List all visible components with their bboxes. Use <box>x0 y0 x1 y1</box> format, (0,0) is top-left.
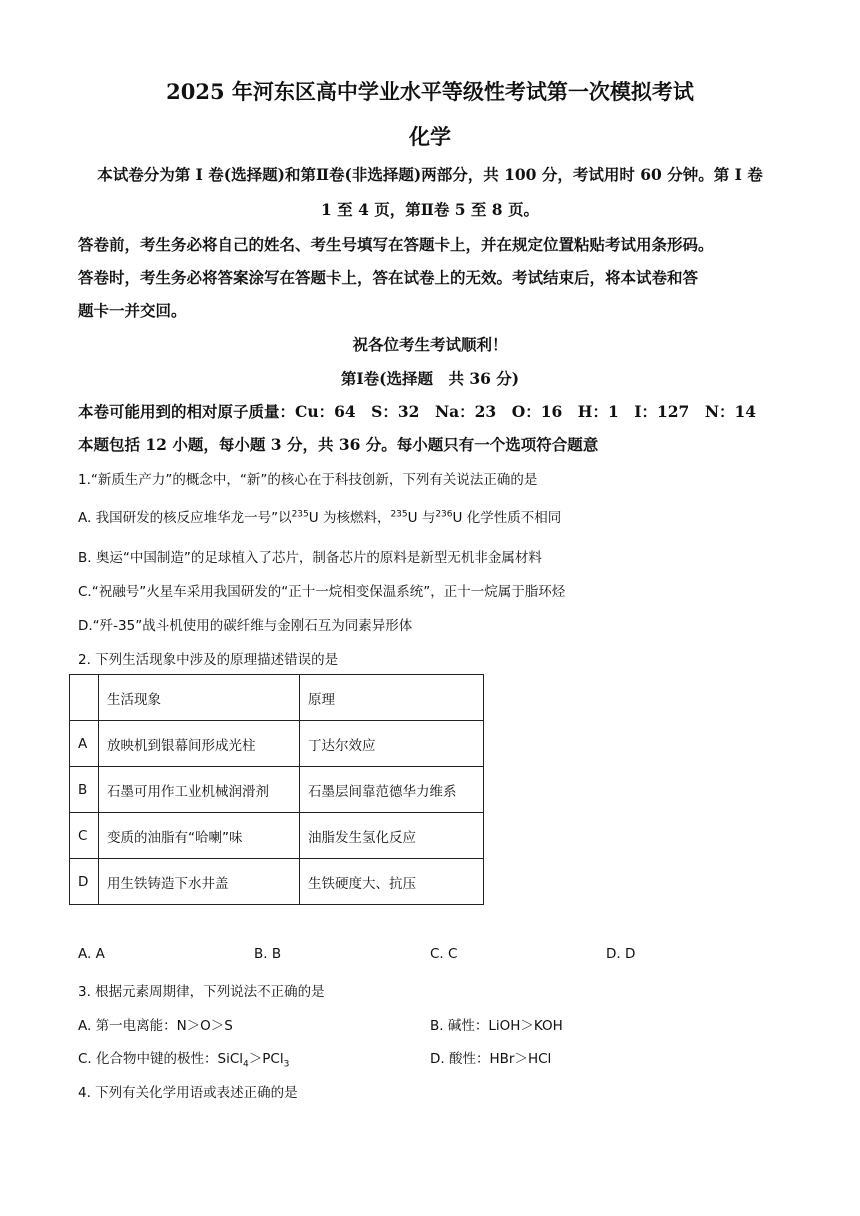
q1-option-a <box>78 506 561 526</box>
table-row <box>70 721 484 767</box>
q1-option-b: B. 奥运“中国制造”的足球植入了芯片，制备芯片的原料是新型无机非金属材料 <box>78 550 542 566</box>
table-header-phenomenon: 生活现象 <box>99 675 300 721</box>
row-label: B <box>70 767 99 813</box>
q3-c-text: C. 化合物中键的极性：SiCl <box>78 1051 244 1067</box>
table-header-row <box>70 675 484 721</box>
row-label: C <box>70 813 99 859</box>
q2-option-d: D. D <box>606 946 636 962</box>
table-row <box>70 813 484 859</box>
q1-a-text-4: U 化学性质不相同 <box>452 510 562 526</box>
instructions-line-4: 答卷时，考生务必将答案涂写在答题卡上，答在试卷上的无效。考试结束后，将本试卷和答 <box>78 268 699 287</box>
q3-c-sub-2: 3 <box>283 1059 290 1070</box>
row-principle: 生铁硬度大、抗压 <box>300 859 484 905</box>
table-row <box>70 859 484 905</box>
row-phenomenon: 石墨可用作工业机械润滑剂 <box>99 767 300 813</box>
q1-a-text: A. 我国研发的核反应堆华龙一号”以 <box>78 510 292 526</box>
q1-a-sup-1: 235 <box>291 509 309 520</box>
q1-stem: 1.“新质生产力”的概念中，“新”的核心在于科技创新，下列有关说法正确的是 <box>78 472 538 488</box>
instructions-line-3: 答卷前，考生务必将自己的姓名、考生号填写在答题卡上，并在规定位置粘贴考试用条形码。 <box>78 235 714 254</box>
row-label: D <box>70 859 99 905</box>
q2-table <box>69 674 484 905</box>
exam-title: 2025 年河东区高中学业水平等级性考试第一次模拟考试 <box>166 79 694 104</box>
exam-subject: 化学 <box>409 124 451 149</box>
table-header-blank <box>70 675 99 721</box>
row-label: A <box>70 721 99 767</box>
q3-c-sub-1: 4 <box>243 1059 249 1070</box>
q1-a-text-2: U 为核燃料， <box>308 510 391 526</box>
question-rule: 本题包括 12 小题，每小题 3 分，共 36 分。每小题只有一个选项符合题意 <box>78 435 599 454</box>
instructions-line-5: 题卡一并交回。 <box>78 301 187 320</box>
q3-option-c <box>78 1047 289 1070</box>
q1-a-sup-2: 235 <box>390 509 408 520</box>
row-phenomenon: 放映机到银幕间形成光柱 <box>99 721 300 767</box>
q1-a-text-3: U 与 <box>407 510 436 526</box>
q2-option-c: C. C <box>430 946 458 962</box>
q3-c-text-2: ＞PCl <box>248 1051 284 1067</box>
good-luck-wish: 祝各位考生考试顺利！ <box>352 335 508 354</box>
row-principle: 石墨层间靠范德华力维系 <box>300 767 484 813</box>
q3-stem: 3. 根据元素周期律，下列说法不正确的是 <box>78 984 325 1000</box>
section-heading: 第Ⅰ卷(选择题 共 36 分) <box>340 369 520 388</box>
row-phenomenon: 变质的油脂有“哈喇”味 <box>99 813 300 859</box>
table-header-principle: 原理 <box>300 675 484 721</box>
q2-stem: 2. 下列生活现象中涉及的原理描述错误的是 <box>78 652 339 668</box>
table-row <box>70 767 484 813</box>
instructions-line-1: 本试卷分为第 I 卷(选择题)和第Ⅱ卷(非选择题)两部分，共 100 分，考试用时 60 分钟。第 I 卷 <box>97 165 763 184</box>
atomic-masses: 本卷可能用到的相对原子质量：Cu：64 S：32 Na：23 O：16 H：1 I：127 N：14 <box>78 402 757 421</box>
row-principle: 油脂发生氢化反应 <box>300 813 484 859</box>
row-phenomenon: 用生铁铸造下水井盖 <box>99 859 300 905</box>
q2-option-b: B. B <box>254 946 282 962</box>
instructions-line-2: 1 至 4 页，第Ⅱ卷 5 至 8 页。 <box>321 200 539 219</box>
q4-stem: 4. 下列有关化学用语或表述正确的是 <box>78 1085 298 1101</box>
q3-option-a: A. 第一电离能：N＞O＞S <box>78 1018 233 1034</box>
q3-option-b: B. 碱性：LiOH＞KOH <box>430 1018 563 1034</box>
q2-option-a: A. A <box>78 946 105 962</box>
q3-option-d: D. 酸性：HBr＞HCl <box>430 1051 552 1067</box>
q1-option-d: D.“歼-35”战斗机使用的碳纤维与金刚石互为同素异形体 <box>78 618 413 634</box>
q1-a-sup-3: 236 <box>435 509 453 520</box>
row-principle: 丁达尔效应 <box>300 721 484 767</box>
q1-option-c: C.“祝融号”火星车采用我国研发的“正十一烷相变保温系统”，正十一烷属于脂环烃 <box>78 584 566 600</box>
